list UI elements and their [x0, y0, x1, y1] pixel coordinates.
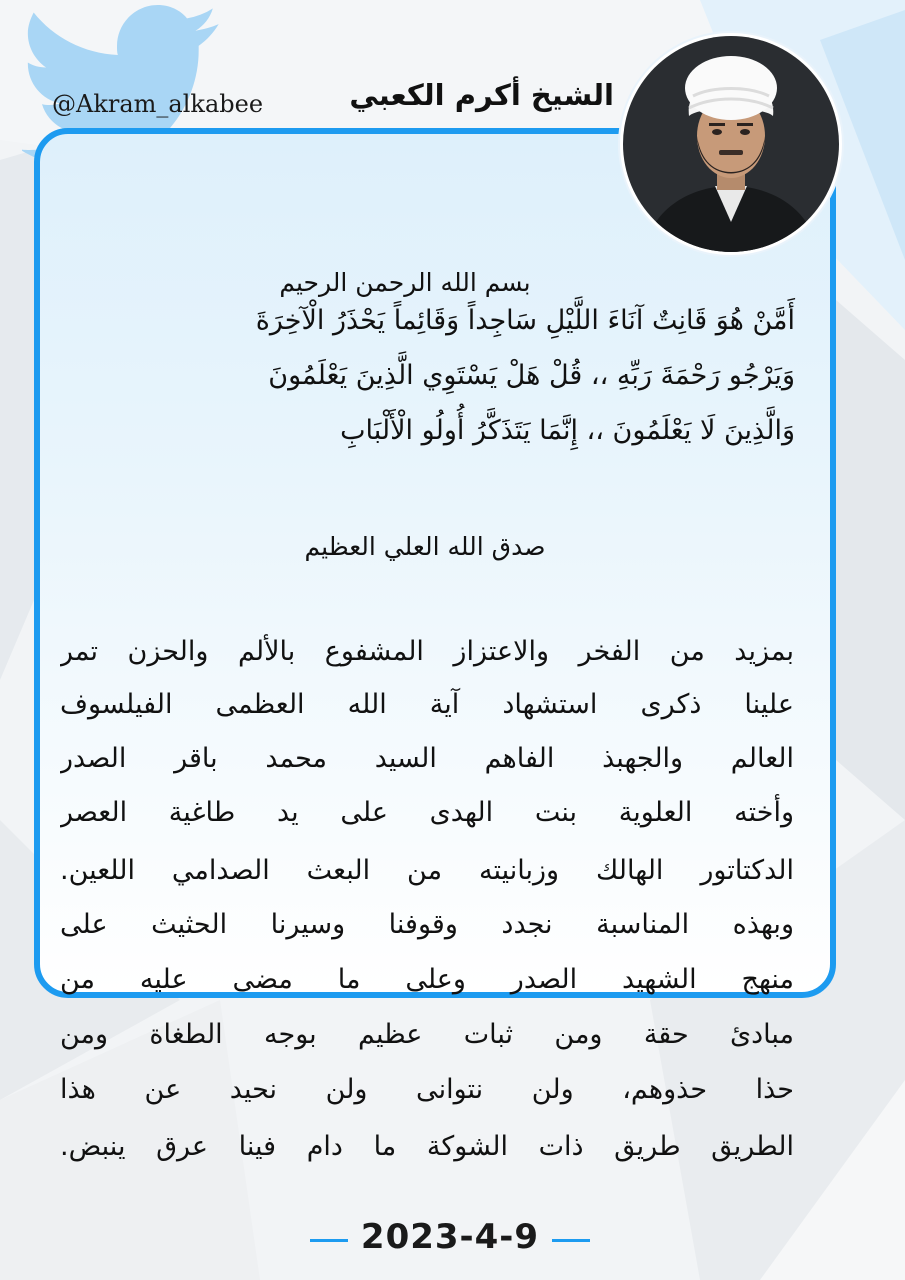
date-dash-right	[552, 1239, 590, 1242]
portrait-avatar	[623, 36, 839, 252]
sadaqa-line: صدق الله العلي العظيم	[304, 532, 546, 561]
post-date: 2023-4-9	[360, 1217, 540, 1257]
verse-line-2: وَيَرْجُو رَحْمَةَ رَبِّهِ ،، قُلْ هَلْ يَسْتَوِي الَّذِينَ يَعْلَمُونَ	[268, 360, 795, 391]
twitter-handle: @Akram_alkabee	[52, 90, 264, 118]
paragraph-line: وأخته العلوية بنت الهدى على يد طاغية العصر	[60, 797, 794, 828]
verse-line-3: وَالَّذِينَ لَا يَعْلَمُونَ ،، إِنَّمَا يَتَذَكَّرُ أُولُو الْأَلْبَابِ	[340, 415, 795, 446]
paragraph-line: العالم والجهبذ الفاهم السيد محمد باقر الصدر	[60, 743, 794, 774]
paragraph-line: بمزيد من الفخر والاعتزاز المشفوع بالألم والحزن تمر	[60, 636, 794, 667]
paragraph-line: الدكتاتور الهالك وزبانيته من البعث الصدامي اللعين.	[60, 855, 794, 886]
date-footer	[300, 1215, 600, 1265]
paragraph-line: مبادئ حقة ومن ثبات عظيم بوجه الطغاة ومن	[60, 1019, 794, 1050]
verse-line-1: أَمَّنْ هُوَ قَانِتٌ آنَاءَ اللَّيْلِ سَاجِداً وَقَائِماً يَحْذَرُ الْآخِرَةَ	[255, 305, 795, 336]
paragraph-line: منهج الشهيد الصدر وعلى ما مضى عليه من	[60, 964, 794, 995]
basmala: بسم الله الرحمن الرحيم	[279, 268, 531, 297]
paragraph-line: وبهذه المناسبة نجدد وقوفنا وسيرنا الحثيث على	[60, 909, 794, 940]
paragraph-line: الطريق طريق ذات الشوكة ما دام فينا عرق ينبض.	[60, 1131, 794, 1162]
avatar	[620, 33, 842, 255]
paragraph-line: علينا ذكرى استشهاد آية الله العظمى الفيلسوف	[60, 689, 794, 720]
paragraph-line: حذا حذوهم، ولن نتوانى ولن نحيد عن هذا	[60, 1074, 794, 1105]
author-name: الشيخ أكرم الكعبي	[349, 78, 614, 112]
date-dash-left	[310, 1239, 348, 1242]
